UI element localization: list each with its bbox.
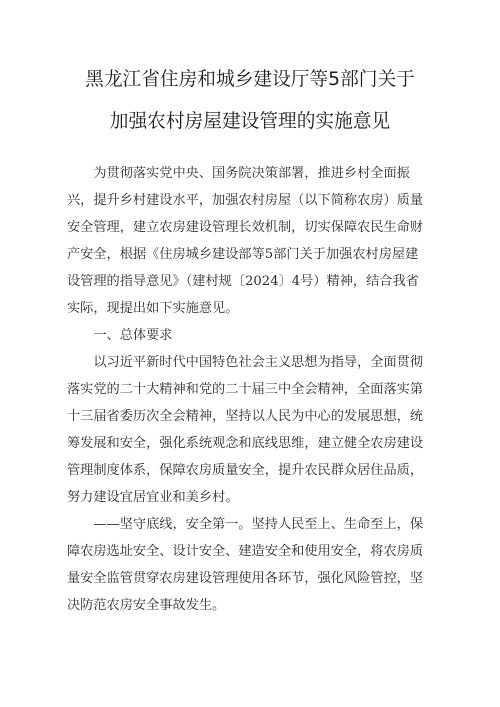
paragraph-line: 为贯彻落实党中央、国务院决策部署，推进乡村全面振 [67, 166, 410, 181]
paragraph-line: 设管理的指导意见》（建村规〔2024〕4号）精神，结合我省 [67, 274, 419, 289]
paragraph-line: 障农房选址安全、设计安全、建造安全和使用安全，将农房质 [67, 544, 424, 559]
paragraph-line: 落实党的二十大精神和党的二十届三中全会精神，全面落实第 [67, 382, 424, 397]
document-title-line-2: 加强农村房屋建设管理的实施意见 [109, 110, 391, 132]
paragraph-line: 量安全监管贯穿农房建设管理使用各环节，强化风险管控，坚 [67, 571, 424, 586]
paragraph-line: 十三届省委历次全会精神，坚持以人民为中心的发展思想，统 [67, 409, 424, 424]
paragraph-line: 实际，现提出如下实施意见。 [67, 301, 239, 316]
document-title-line-1: 黑龙江省住房和城乡建设厅等5部门关于 [85, 68, 415, 90]
paragraph-line: 努力建设宜居宜业和美乡村。 [67, 490, 239, 505]
paragraph-line: 筹发展和安全，强化系统观念和底线思维，建立健全农房建设 [67, 436, 424, 451]
paragraph-line: 决防范农房安全事故发生。 [67, 598, 226, 613]
section-heading: 一、总体要求 [67, 328, 173, 343]
paragraph-line: 兴，提升乡村建设水平，加强农村房屋（以下简称农房）质量 [67, 193, 424, 208]
paragraph-line: 管理制度体系，保障农房质量安全，提升农民群众居住品质， [67, 463, 424, 478]
paragraph-line: 以习近平新时代中国特色社会主义思想为指导，全面贯彻 [67, 355, 424, 370]
paragraph-line: 安全管理，建立农房建设管理长效机制，切实保障农民生命财 [67, 220, 424, 235]
paragraph-line: 产安全，根据《住房城乡建设部等5部门关于加强农村房屋建 [67, 247, 419, 262]
paragraph-line: ——坚守底线，安全第一。坚持人民至上、生命至上，保 [67, 517, 424, 532]
